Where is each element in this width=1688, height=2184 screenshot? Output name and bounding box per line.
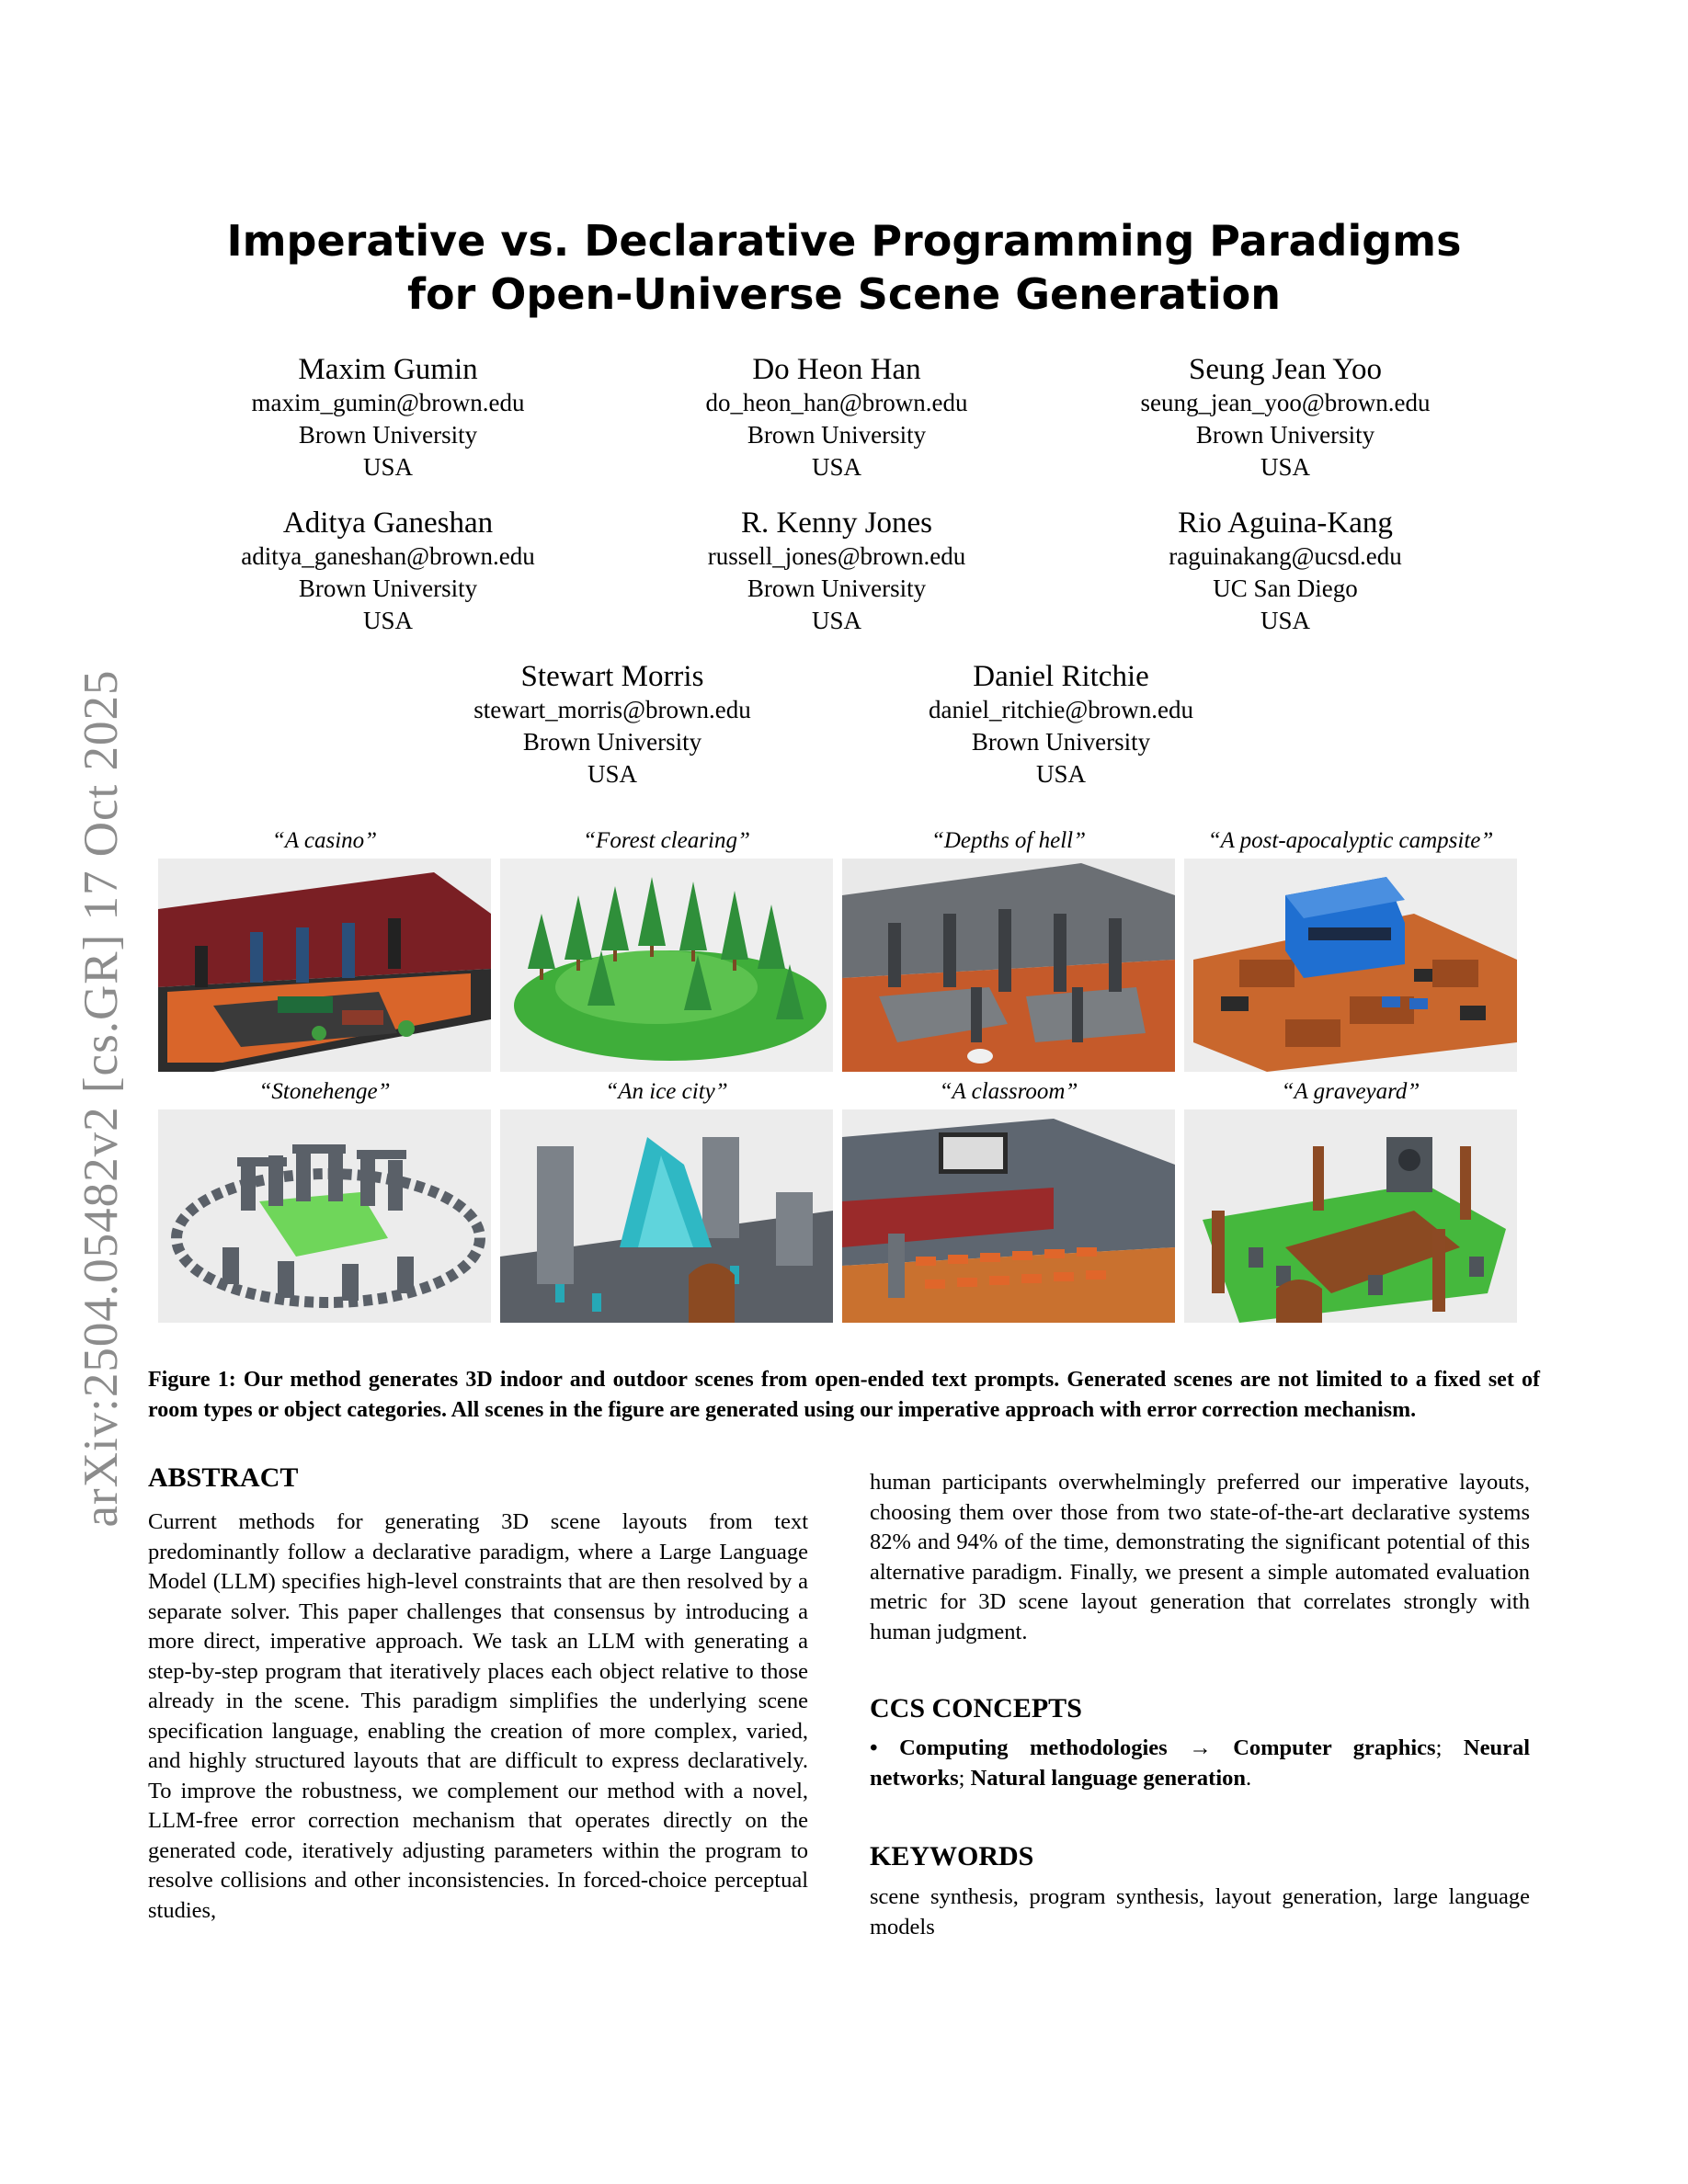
author-affiliation: Brown University — [747, 421, 927, 449]
author-block — [598, 352, 1076, 483]
author-block — [598, 506, 1076, 637]
title-line-1: Imperative vs. Declarative Programming Paradigms — [226, 216, 1462, 266]
author-country: USA — [362, 607, 413, 634]
author-name: Do Heon Han — [752, 353, 921, 386]
abstract-text-left: Current methods for generating 3D scene layouts from text predominantly follow a declarative paradigm, where a Large Language Model (LLM) specifies high-level constraints that are then resolved by a separate solver. This paper challenges that consensus by introducing a more direct, imperative approach. We task an LLM with generating a step-by-step program that iteratively places each object relative to those already in the scene. This paradigm simplifies the underlying scene specification language, enabling the creation of more complex, varied, and highly structured layouts that are difficult to express declaratively. To improve the robustness, we complement our method with a novel, LLM-free error correction mechanism that operates directly on the generated code, iteratively adjusting parameters within the program to resolve collisions and other inconsistencies. In forced-choice perceptual studies, — [148, 1509, 808, 1923]
author-name: Seung Jean Yoo — [1189, 353, 1382, 386]
author-email: raguinakang@ucsd.edu — [1169, 542, 1402, 570]
author-email: seung_jean_yoo@brown.edu — [1140, 389, 1431, 416]
abstract-heading: ABSTRACT — [148, 1462, 299, 1493]
author-name: Rio Aguina-Kang — [1178, 506, 1393, 540]
author-email: do_heon_han@brown.edu — [705, 389, 968, 416]
campsite-scene-image — [1184, 859, 1517, 1072]
author-country: USA — [362, 453, 413, 481]
thumbnail-caption: “A classroom” — [939, 1079, 1078, 1104]
ccs-end: . — [1246, 1765, 1252, 1791]
author-name: Aditya Ganeshan — [282, 506, 494, 540]
author-block — [149, 506, 627, 637]
author-email: aditya_ganeshan@brown.edu — [241, 542, 535, 570]
author-name: Maxim Gumin — [298, 353, 478, 386]
author-country: USA — [587, 760, 637, 788]
author-country: USA — [811, 453, 861, 481]
author-block — [1046, 506, 1524, 637]
thumbnail-caption: “Stonehenge” — [258, 1079, 391, 1104]
hell-scene-image — [842, 859, 1175, 1072]
ccs-term: Computer graphics — [1233, 1735, 1436, 1760]
author-country: USA — [1035, 760, 1086, 788]
author-affiliation: Brown University — [1195, 421, 1375, 449]
author-affiliation: Brown University — [298, 421, 478, 449]
author-block — [149, 352, 627, 483]
author-country: USA — [1260, 607, 1310, 634]
title-line-2: for Open-Universe Scene Generation — [406, 269, 1281, 319]
author-country: USA — [1260, 453, 1310, 481]
author-email: maxim_gumin@brown.edu — [251, 389, 525, 416]
paper-title — [184, 214, 1504, 321]
author-email: daniel_ritchie@brown.edu — [928, 696, 1194, 723]
ccs-term: Computing methodologies — [899, 1735, 1168, 1760]
author-block — [373, 659, 851, 791]
thumbnail-caption: “A graveyard” — [1281, 1079, 1420, 1104]
author-block — [1046, 352, 1524, 483]
thumbnail-caption: “Depths of hell” — [930, 828, 1087, 853]
ccs-separator: ; — [958, 1765, 965, 1791]
thumbnail-caption: “A post-apocalyptic campsite” — [1207, 828, 1494, 853]
ccs-bullet: • — [870, 1735, 878, 1760]
author-name: Stewart Morris — [520, 660, 704, 693]
thumbnail-caption: “Forest clearing” — [583, 828, 750, 853]
casino-scene-image — [158, 859, 491, 1072]
arxiv-identifier: arXiv:2504.05482v2 [cs.GR] 17 Oct 2025 — [74, 669, 128, 1528]
figure-caption: Figure 1: Our method generates 3D indoor and outdoor scenes from open-ended text prompts. Generated scenes are not limited to a fixed set of room types or object categories. All scenes in the figure are generated using our imperative approach with error correction mechanism. — [148, 1368, 1540, 1422]
ccs-arrow: → — [1189, 1735, 1212, 1760]
author-name: Daniel Ritchie — [973, 660, 1149, 693]
author-email: russell_jones@brown.edu — [707, 542, 966, 570]
abstract-text-right: human participants overwhelmingly preferred our imperative layouts, choosing them over those from two state-of-the-art declarative systems 82% and 94% of the time, demonstrating the significant potential of this alternative paradigm. Finally, we present a simple automated evaluation metric for 3D scene layout generation that correlates strongly with human judgment. — [870, 1470, 1530, 1644]
forest-scene-image — [500, 859, 833, 1072]
stonehenge-scene-image — [158, 1109, 491, 1323]
author-affiliation: Brown University — [971, 728, 1151, 756]
ccs-concepts-heading: CCS CONCEPTS — [870, 1693, 1082, 1723]
author-email: stewart_morris@brown.edu — [473, 696, 751, 723]
ccs-concepts-text — [870, 1734, 1530, 1793]
author-affiliation: Brown University — [522, 728, 702, 756]
thumbnail-caption: “A casino” — [271, 828, 378, 853]
classroom-scene-image — [842, 1109, 1175, 1323]
author-country: USA — [811, 607, 861, 634]
keywords-heading: KEYWORDS — [870, 1841, 1034, 1871]
author-block — [822, 659, 1300, 791]
ccs-term: Neural networks — [870, 1735, 1531, 1791]
ccs-separator: ; — [1435, 1735, 1443, 1760]
author-name: R. Kenny Jones — [740, 506, 933, 540]
keywords-text: scene synthesis, program synthesis, layout generation, large language models — [870, 1884, 1530, 1939]
ice-city-scene-image — [500, 1109, 833, 1323]
thumbnail-caption: “An ice city” — [605, 1079, 728, 1104]
author-affiliation: Brown University — [298, 574, 478, 602]
author-affiliation: UC San Diego — [1213, 574, 1358, 602]
ccs-term: Natural language generation — [970, 1765, 1247, 1791]
author-affiliation: Brown University — [747, 574, 927, 602]
graveyard-scene-image — [1184, 1109, 1517, 1323]
